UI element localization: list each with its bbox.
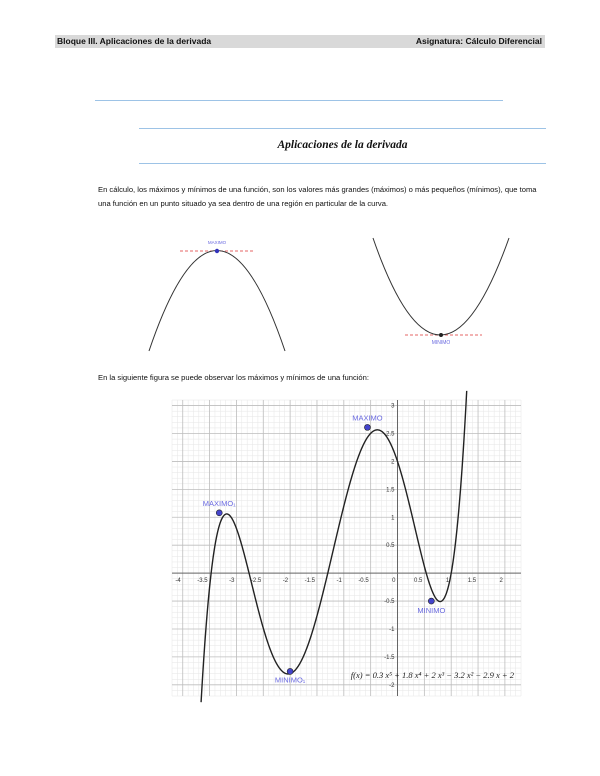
extremum-point bbox=[428, 598, 434, 604]
header-subject: Asignatura: Cálculo Diferencial bbox=[415, 36, 542, 46]
extremum-label: MAXIMO₁ bbox=[202, 498, 236, 508]
divider-top bbox=[95, 100, 503, 101]
x-tick-label: -1.5 bbox=[304, 578, 315, 585]
x-tick-label: 0 bbox=[392, 578, 396, 585]
extremum-label: MAXIMO bbox=[352, 413, 383, 423]
x-tick-label: 1.5 bbox=[467, 578, 477, 585]
y-tick-label: 1 bbox=[391, 515, 395, 522]
extremum-point bbox=[216, 510, 222, 516]
divider-title-bottom bbox=[139, 163, 546, 164]
max-point bbox=[215, 249, 219, 253]
min-parabola-figure bbox=[370, 238, 515, 350]
min-parabola-curve bbox=[373, 238, 509, 335]
y-tick-label: 2 bbox=[391, 459, 395, 466]
y-tick-label: -0.5 bbox=[384, 599, 395, 606]
y-tick-label: -1.5 bbox=[384, 654, 395, 661]
min-point-label: MINIMO bbox=[431, 340, 451, 346]
y-tick-label: 3 bbox=[391, 403, 395, 410]
extremum-point bbox=[287, 668, 293, 674]
function-graph bbox=[172, 400, 521, 696]
x-tick-label: 2 bbox=[499, 578, 503, 585]
y-tick-label: -2 bbox=[389, 682, 395, 689]
x-tick-label: -2.5 bbox=[250, 578, 262, 585]
extremum-label: MINIMO₁ bbox=[274, 675, 306, 685]
x-tick-label: -1 bbox=[336, 578, 342, 585]
y-tick-label: 2.5 bbox=[386, 431, 395, 438]
figure-intro-text: En la siguiente figura se puede observar los máximos y mínimos de una función: bbox=[98, 373, 369, 382]
max-parabola-curve bbox=[149, 251, 285, 352]
graph-background bbox=[172, 400, 521, 696]
page-header bbox=[55, 35, 545, 48]
min-point bbox=[439, 333, 443, 337]
x-tick-label: -0.5 bbox=[358, 578, 369, 585]
x-tick-label: -4 bbox=[175, 578, 181, 585]
x-tick-label: -3 bbox=[229, 578, 235, 585]
x-tick-label: 1 bbox=[445, 578, 450, 585]
intro-paragraph: En cálculo, los máximos y mínimos de una función, son los valores más grandes (máximos) o más pequeños (mínimos), que toma una función en un punto situado ya sea dentro de una región en particular de la curva. bbox=[98, 185, 537, 208]
max-point-label: MAXIMO bbox=[207, 240, 227, 245]
section-title: Aplicaciones de la derivada bbox=[277, 139, 408, 151]
y-tick-label: 1.5 bbox=[386, 487, 395, 494]
max-parabola-figure bbox=[145, 238, 290, 353]
header-block-title: Bloque III. Aplicaciones de la derivada bbox=[57, 36, 212, 46]
y-tick-label: -1 bbox=[389, 626, 395, 633]
x-tick-label: 0.5 bbox=[414, 578, 423, 585]
x-tick-label: -3.5 bbox=[197, 578, 208, 585]
divider-title-top bbox=[139, 128, 546, 129]
x-tick-label: -2 bbox=[282, 578, 289, 585]
function-label: f(x) = 0.3 x⁵ + 1.8 x⁴ + 2 x³ − 3.2 x² − 2.9 x + 2 bbox=[350, 670, 514, 680]
y-tick-label: 0.5 bbox=[386, 543, 395, 550]
extremum-label: MINIMO bbox=[417, 606, 446, 616]
extremum-point bbox=[364, 424, 370, 430]
